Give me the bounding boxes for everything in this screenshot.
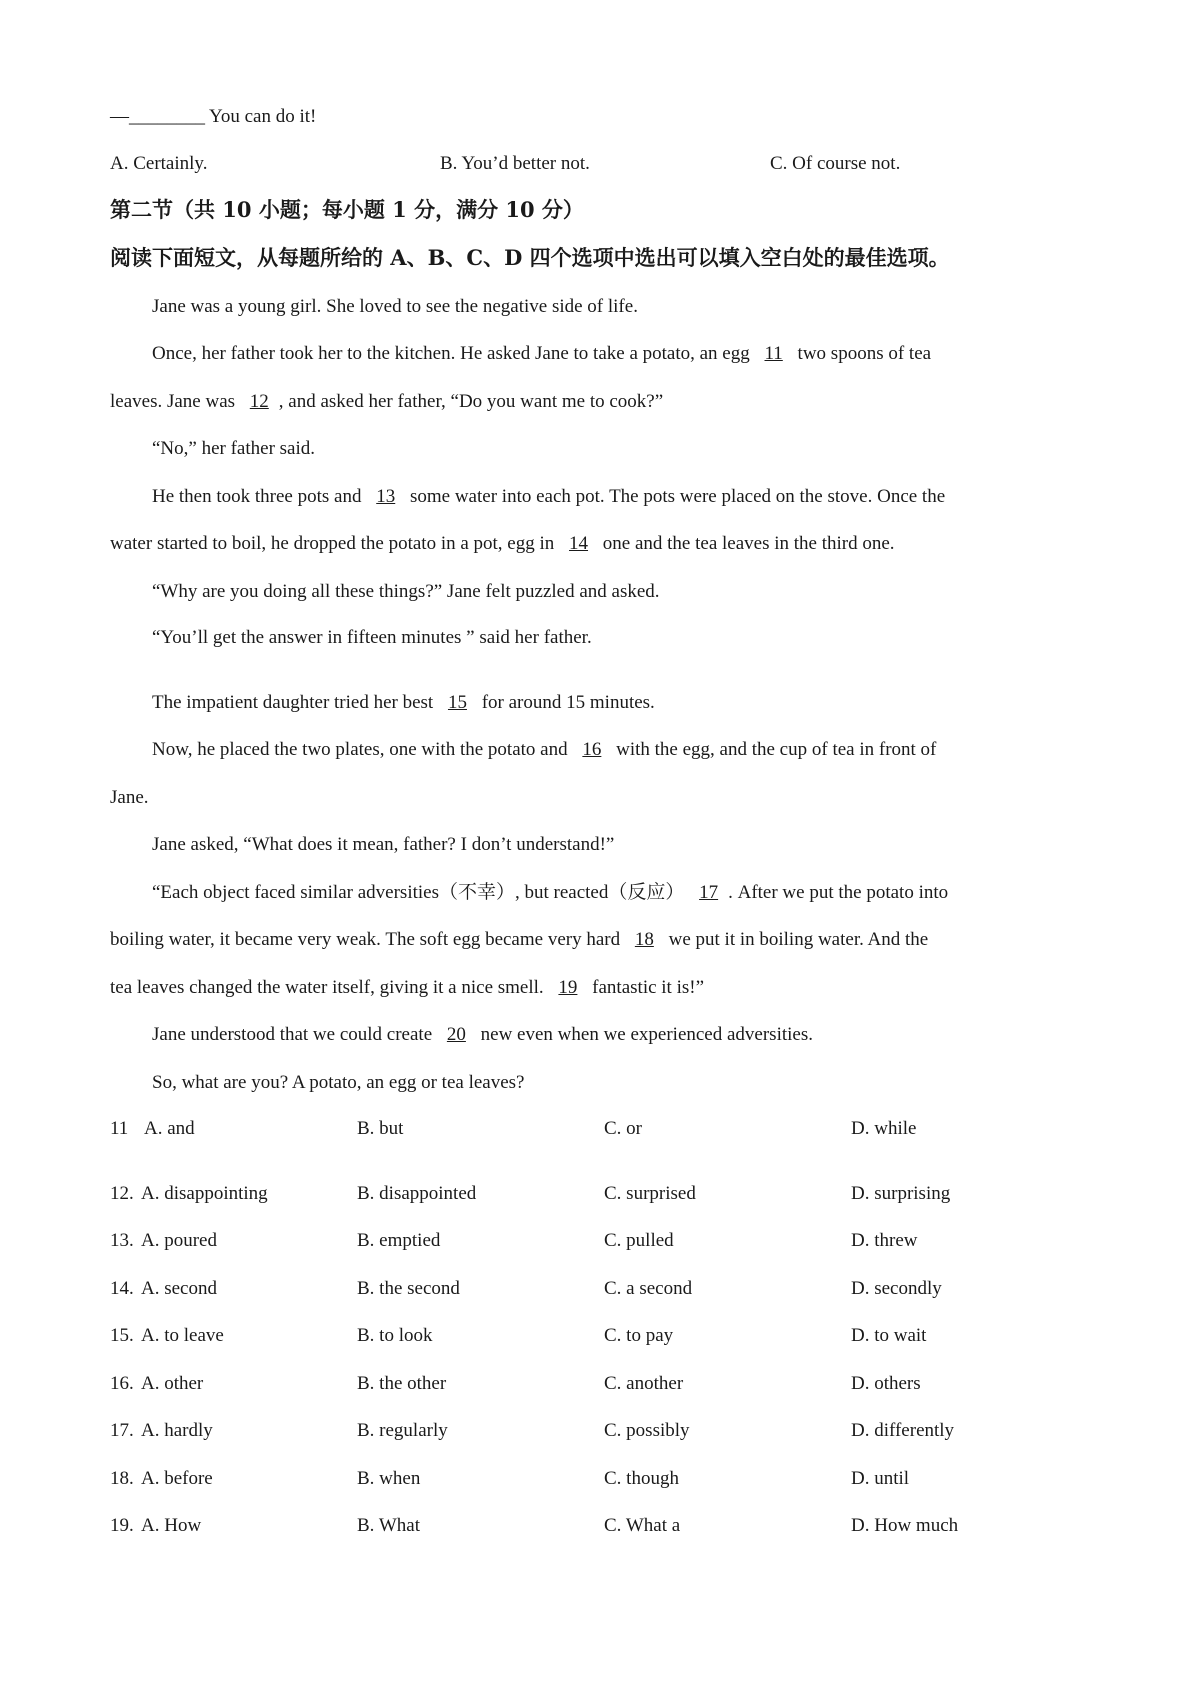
passage-p4-line1: [152, 485, 945, 509]
option-d: D. secondly: [851, 1278, 942, 1299]
option-d: D. differently: [851, 1420, 955, 1441]
question-row: [0, 1229, 1200, 1255]
section-instruction: 阅读下面短文，从每题所给的 A、B、C、D 四个选项中选出可以填入空白处的最佳选项。: [110, 245, 950, 270]
passage-p8-line2: Jane.: [110, 787, 149, 808]
passage-text: “Each object faced similar adversities（不幸）, but reacted（反应）: [152, 882, 685, 903]
option-c: C. possibly: [604, 1420, 690, 1441]
option-c: C. a second: [604, 1278, 693, 1299]
blank-11: 11: [764, 343, 783, 364]
question-row: [0, 1514, 1200, 1540]
top-item-option-c: C. Of course not.: [770, 153, 901, 174]
passage-p10-line3: [110, 976, 704, 1000]
question-row: [0, 1182, 1200, 1208]
question-number: 18.: [110, 1468, 134, 1489]
passage-p4-line2: [110, 532, 895, 556]
option-a: A. and: [144, 1118, 195, 1139]
blank-19: 19: [558, 977, 578, 998]
option-d: D. surprising: [851, 1183, 951, 1204]
passage-p8-line1: [152, 738, 936, 762]
passage-text: water started to boil, he dropped the potato in a pot, egg in: [110, 533, 555, 554]
passage-text: Now, he placed the two plates, one with the potato and: [152, 739, 568, 760]
passage-p11: [152, 1023, 813, 1047]
passage-text: tea leaves changed the water itself, giving it a nice smell.: [110, 977, 544, 998]
option-b: B. the second: [357, 1278, 460, 1299]
option-b: B. disappointed: [357, 1183, 477, 1204]
option-c: C. surprised: [604, 1183, 696, 1204]
option-a: A. to leave: [141, 1325, 224, 1346]
option-a: A. before: [141, 1468, 213, 1489]
option-a: A. other: [141, 1373, 204, 1394]
option-b: B. when: [357, 1468, 421, 1489]
question-row: [0, 1324, 1200, 1350]
question-number: 19.: [110, 1515, 134, 1536]
question-number: 12.: [110, 1183, 134, 1204]
blank-20: 20: [446, 1024, 466, 1045]
passage-p2-line1: [152, 342, 931, 366]
question-row: [0, 1467, 1200, 1493]
question-number: 13.: [110, 1230, 134, 1251]
passage-text: The impatient daughter tried her best: [152, 692, 434, 713]
option-d: D. while: [851, 1118, 917, 1139]
option-b: B. regularly: [357, 1420, 448, 1441]
option-c: C. another: [604, 1373, 684, 1394]
option-b: B. What: [357, 1515, 420, 1536]
option-d: D. until: [851, 1468, 910, 1489]
option-a: A. second: [141, 1278, 217, 1299]
passage-p2-line2: [110, 390, 663, 414]
question-number: 14.: [110, 1278, 134, 1299]
blank-12: 12: [249, 391, 269, 412]
passage-p10-line1: [152, 881, 948, 905]
top-item-prompt: —________ You can do it!: [110, 106, 317, 127]
option-b: B. emptied: [357, 1230, 441, 1251]
passage-text: two spoons of tea: [797, 343, 932, 364]
option-c: C. pulled: [604, 1230, 674, 1251]
passage-p6: “You’ll get the answer in fifteen minutes ” said her father.: [152, 627, 592, 648]
option-c: C. to pay: [604, 1325, 674, 1346]
passage-text: we put it in boiling water. And the: [668, 929, 929, 950]
passage-text: Jane understood that we could create: [152, 1024, 433, 1045]
passage-text: Once, her father took her to the kitchen. He asked Jane to take a potato, an egg: [152, 343, 750, 364]
option-c: C. though: [604, 1468, 679, 1489]
option-b: B. the other: [357, 1373, 447, 1394]
section-title: 第二节（共 10 小题；每小题 1 分，满分 10 分）: [110, 197, 584, 222]
passage-text: He then took three pots and: [152, 486, 362, 507]
passage-p12: So, what are you? A potato, an egg or tea leaves?: [152, 1072, 525, 1093]
passage-p1: Jane was a young girl. She loved to see the negative side of life.: [152, 296, 638, 317]
question-number: 15.: [110, 1325, 134, 1346]
top-item-option-a: A. Certainly.: [110, 153, 208, 174]
passage-p7: [152, 691, 655, 715]
question-row: [0, 1277, 1200, 1303]
passage-p5: “Why are you doing all these things?” Jane felt puzzled and asked.: [152, 581, 660, 602]
option-b: B. but: [357, 1118, 404, 1139]
passage-text: with the egg, and the cup of tea in front of: [616, 739, 937, 760]
question-row: [0, 1117, 1200, 1143]
passage-text: boiling water, it became very weak. The soft egg became very hard: [110, 929, 621, 950]
option-c: C. What a: [604, 1515, 681, 1536]
passage-text: one and the tea leaves in the third one.: [602, 533, 895, 554]
blank-18: 18: [634, 929, 654, 950]
passage-p3: “No,” her father said.: [152, 438, 316, 459]
passage-text: new even when we experienced adversities.: [480, 1024, 813, 1045]
passage-text: , and asked her father, “Do you want me to cook?”: [278, 391, 664, 412]
question-number: 11: [110, 1118, 129, 1139]
blank-15: 15: [447, 692, 467, 713]
passage-p10-line2: [110, 928, 928, 952]
option-d: D. to wait: [851, 1325, 927, 1346]
blank-13: 13: [376, 486, 396, 507]
option-a: A. hardly: [141, 1420, 213, 1441]
question-number: 16.: [110, 1373, 134, 1394]
option-a: A. poured: [141, 1230, 217, 1251]
option-d: D. others: [851, 1373, 921, 1394]
question-number: 17.: [110, 1420, 134, 1441]
option-c: C. or: [604, 1118, 642, 1139]
passage-p9: Jane asked, “What does it mean, father? I don’t understand!”: [152, 834, 615, 855]
option-a: A. disappointing: [141, 1183, 268, 1204]
blank-17: 17: [699, 882, 719, 903]
question-row: [0, 1419, 1200, 1445]
option-d: D. threw: [851, 1230, 918, 1251]
passage-text: leaves. Jane was: [110, 391, 236, 412]
blank-16: 16: [582, 739, 602, 760]
passage-text: for around 15 minutes.: [481, 692, 655, 713]
passage-text: some water into each pot. The pots were placed on the stove. Once the: [409, 486, 946, 507]
passage-text: . After we put the potato into: [728, 882, 949, 903]
top-item-option-b: B. You’d better not.: [440, 153, 590, 174]
passage-text: fantastic it is!”: [592, 977, 705, 998]
option-d: D. How much: [851, 1515, 959, 1536]
option-a: A. How: [141, 1515, 202, 1536]
option-b: B. to look: [357, 1325, 433, 1346]
blank-14: 14: [569, 533, 589, 554]
question-row: [0, 1372, 1200, 1398]
